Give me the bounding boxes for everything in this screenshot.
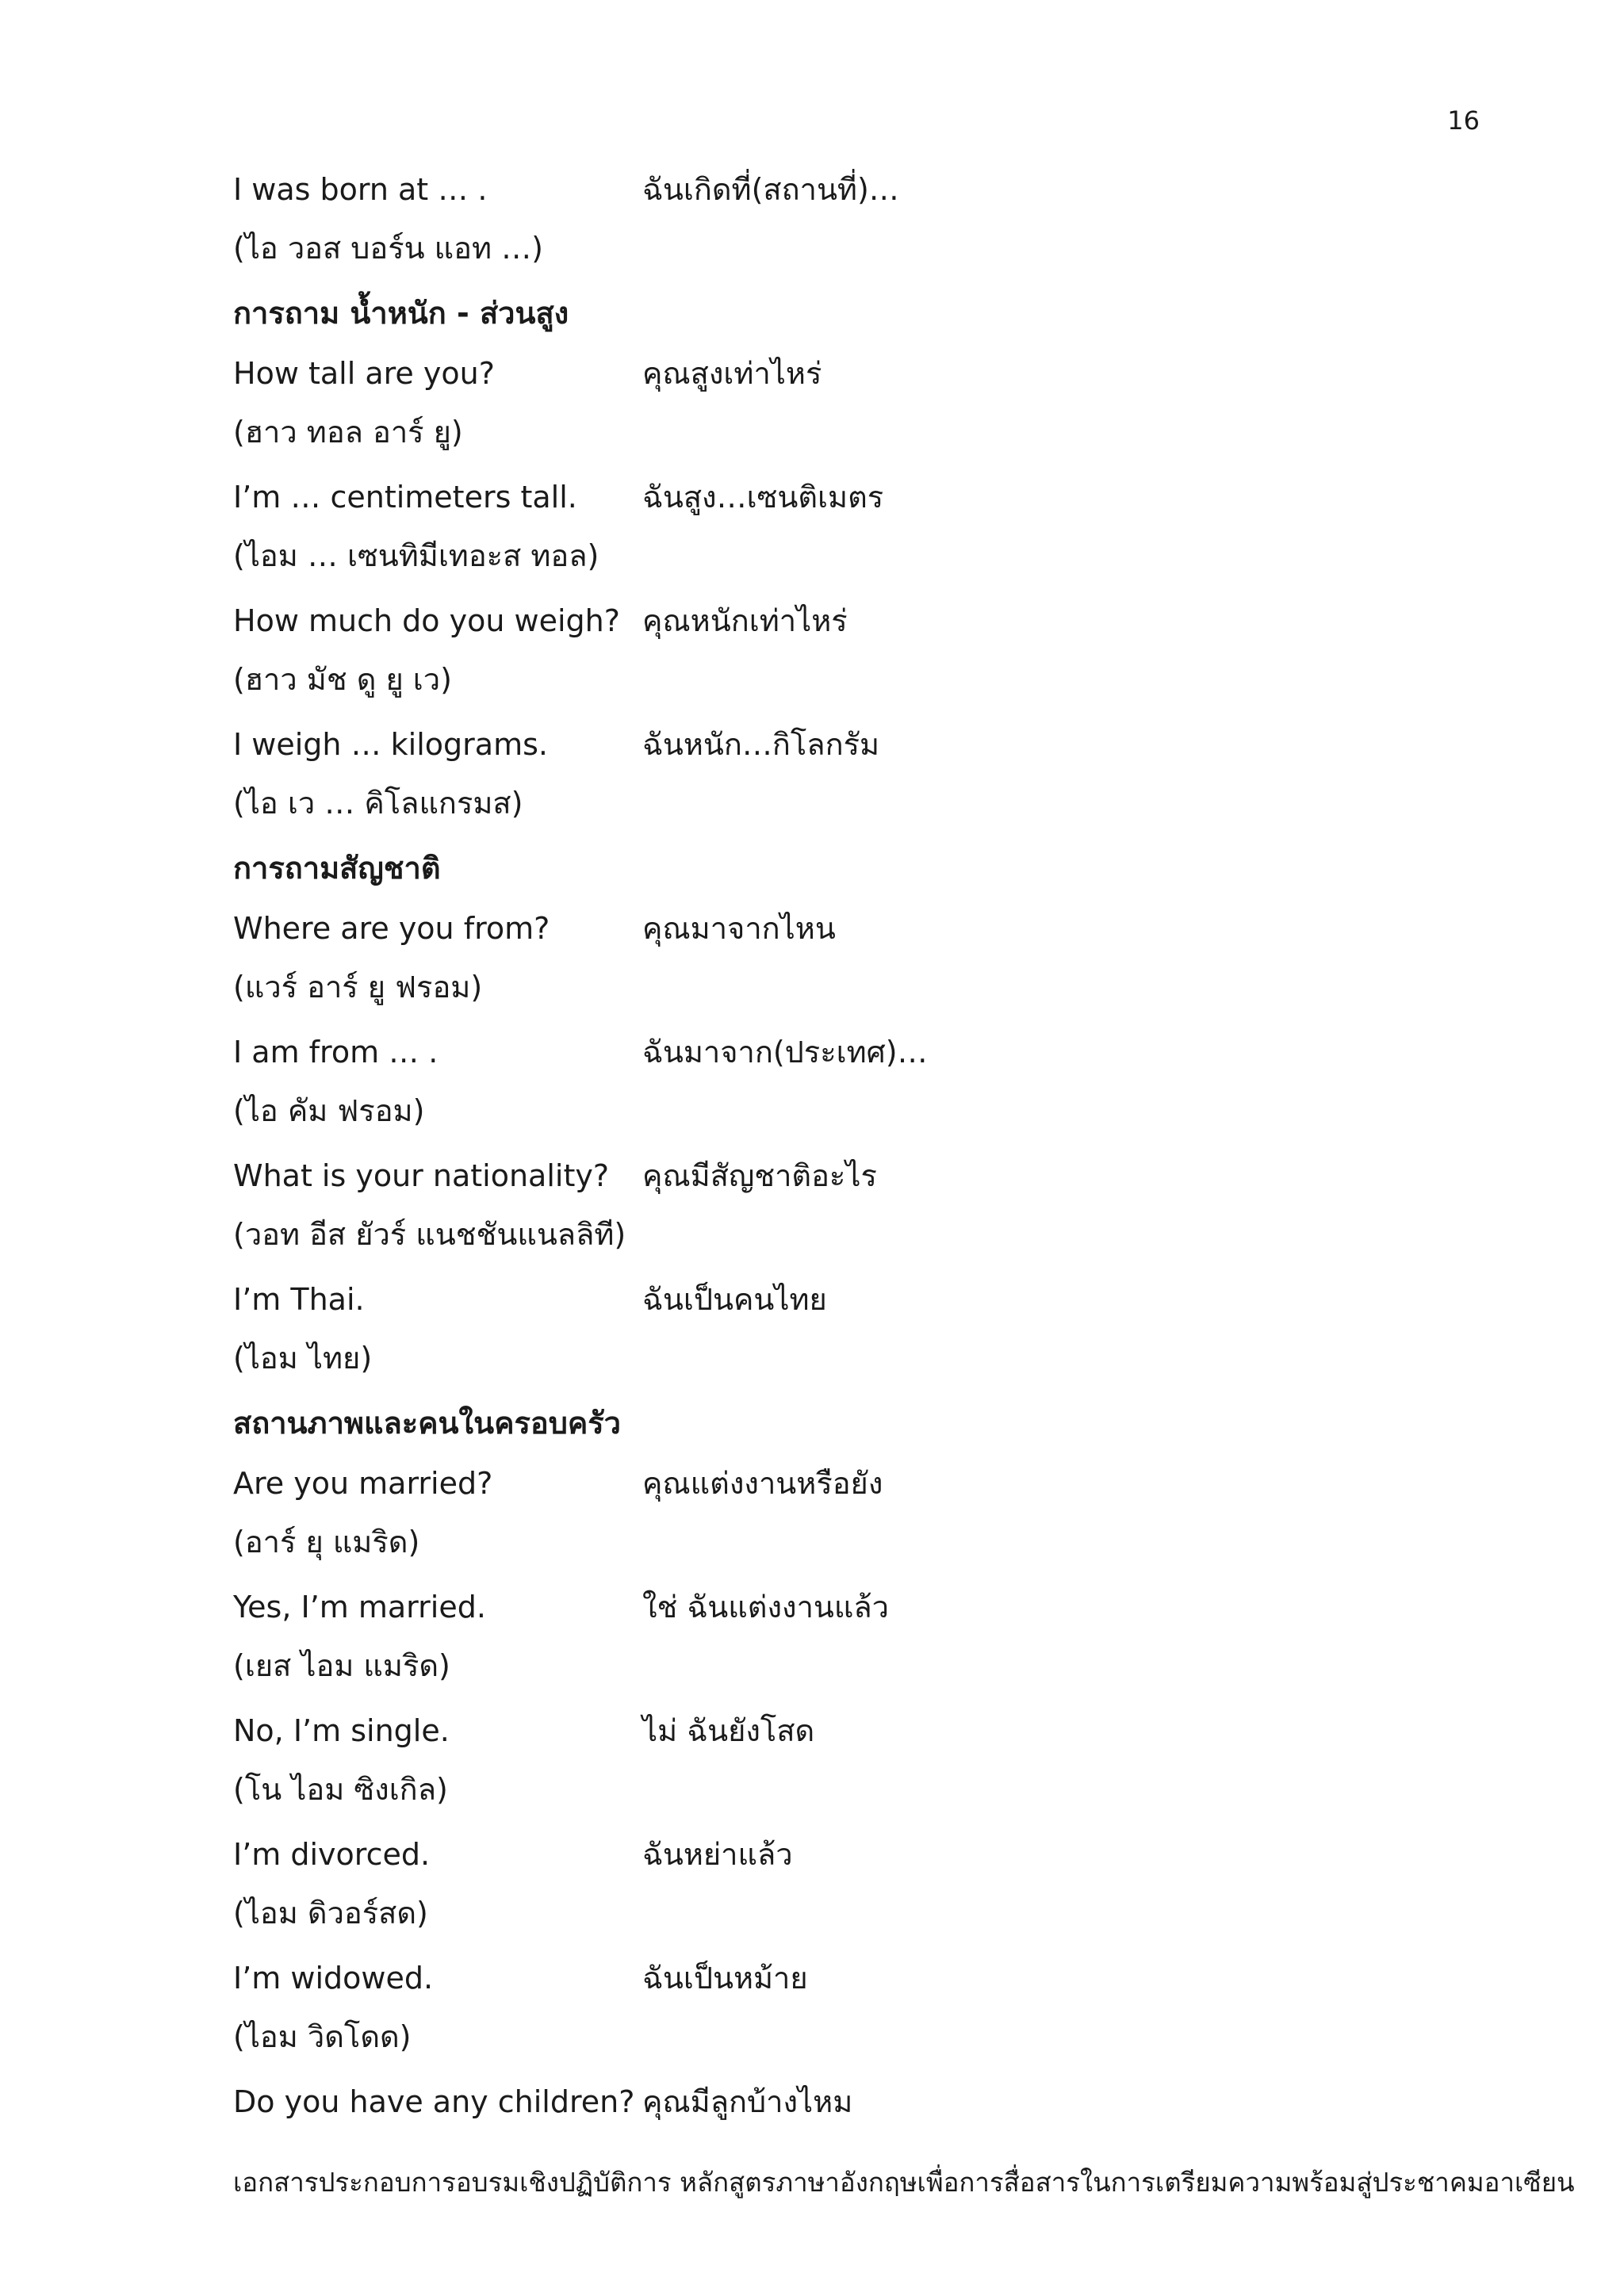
english-phrase: What is your nationality? — [233, 1158, 609, 1193]
english-phrase: I’m widowed. — [233, 1961, 434, 1996]
phrase-entry — [233, 2077, 1470, 2136]
pronunciation: (ไอ คัม ฟรอม) — [233, 1093, 425, 1128]
pronunciation: (ฮาว ทอล อาร์ ยู) — [233, 415, 463, 450]
thai-translation: คุณสูงเท่าไหร่ — [642, 356, 822, 391]
pronunciation: (ไอม วิดโดด) — [233, 2019, 412, 2054]
phrase-entry — [233, 1027, 1470, 1151]
section-heading: การถาม น้ำหนัก - ส่วนสูง — [233, 296, 569, 331]
english-phrase: Are you married? — [233, 1466, 493, 1501]
phrase-entry — [233, 1151, 1470, 1275]
phrase-entry — [233, 904, 1470, 1027]
phrase-entry — [233, 1582, 1470, 1706]
thai-translation: ใช่ ฉันแต่งงานแล้ว — [642, 1590, 889, 1624]
thai-translation: คุณแต่งงานหรือยัง — [642, 1466, 883, 1501]
section-heading: การถามสัญชาติ — [233, 851, 441, 886]
english-phrase: I was born at … . — [233, 172, 488, 207]
thai-translation: คุณหนักเท่าไหร่ — [642, 603, 848, 638]
page-number: 16 — [1447, 105, 1480, 136]
phrase-entry — [233, 1830, 1470, 1954]
section-heading: สถานภาพและคนในครอบครัว — [233, 1406, 622, 1441]
pronunciation: (โน ไอม ซิงเกิล) — [233, 1772, 448, 1807]
thai-translation: ไม่ ฉันยังโสด — [642, 1713, 815, 1748]
phrase-entry — [233, 349, 1470, 473]
thai-translation: ฉันเกิดที่(สถานที่)… — [642, 172, 899, 207]
thai-translation: ฉันหย่าแล้ว — [642, 1837, 793, 1872]
pronunciation: (เยส ไอม แมริด) — [233, 1648, 450, 1683]
document-footer: เอกสารประกอบการอบรมเชิงปฏิบัติการ หลักสูตรภาษาอังกฤษเพื่อการสื่อสารในการเตรียมความพร้อมสู่ประชาคมอาเซียน — [233, 2167, 1575, 2198]
phrase-entry — [233, 473, 1470, 596]
english-phrase: No, I’m single. — [233, 1713, 450, 1748]
phrase-list — [233, 165, 1470, 2136]
english-phrase: How tall are you? — [233, 356, 495, 391]
english-phrase: Yes, I’m married. — [233, 1590, 486, 1624]
thai-translation: คุณมีลูกบ้างไหม — [642, 2084, 853, 2119]
phrase-entry — [233, 596, 1470, 720]
thai-translation: ฉันหนัก…กิโลกรัม — [642, 727, 880, 762]
pronunciation: (วอท อีส ยัวร์ แนชชันแนลลิที) — [233, 1217, 626, 1252]
phrase-entry — [233, 1459, 1470, 1582]
thai-translation: ฉันมาจาก(ประเทศ)… — [642, 1035, 928, 1070]
thai-translation: ฉันเป็นหม้าย — [642, 1961, 808, 1996]
thai-translation: คุณมาจากไหน — [642, 911, 836, 946]
pronunciation: (ไอ เว … คิโลแกรมส) — [233, 786, 523, 821]
thai-translation: ฉันสูง…เซนติเมตร — [642, 480, 884, 515]
pronunciation: (แวร์ อาร์ ยู ฟรอม) — [233, 970, 483, 1004]
english-phrase: How much do you weigh? — [233, 603, 620, 638]
english-phrase: I’m … centimeters tall. — [233, 480, 577, 515]
english-phrase: I am from … . — [233, 1035, 439, 1070]
english-phrase: Do you have any children? — [233, 2084, 635, 2119]
pronunciation: (ไอม ดิวอร์สด) — [233, 1896, 428, 1931]
pronunciation: (ไอม … เซนทิมีเทอะส ทอล) — [233, 538, 599, 573]
pronunciation: (ไอม ไทย) — [233, 1341, 373, 1376]
phrase-entry — [233, 165, 1470, 289]
thai-translation: ฉันเป็นคนไทย — [642, 1282, 827, 1317]
thai-translation: คุณมีสัญชาติอะไร — [642, 1158, 877, 1193]
english-phrase: I’m divorced. — [233, 1837, 431, 1872]
english-phrase: I weigh … kilograms. — [233, 727, 548, 762]
pronunciation: (อาร์ ยุ แมริด) — [233, 1525, 420, 1559]
english-phrase: Where are you from? — [233, 911, 550, 946]
english-phrase: I’m Thai. — [233, 1282, 365, 1317]
phrase-entry — [233, 720, 1470, 844]
phrase-entry — [233, 1954, 1470, 2077]
pronunciation: (ฮาว มัช ดู ยู เว) — [233, 662, 452, 697]
phrase-entry — [233, 1706, 1470, 1830]
pronunciation: (ไอ วอส บอร์น แอท …) — [233, 231, 543, 266]
phrase-entry — [233, 1275, 1470, 1399]
